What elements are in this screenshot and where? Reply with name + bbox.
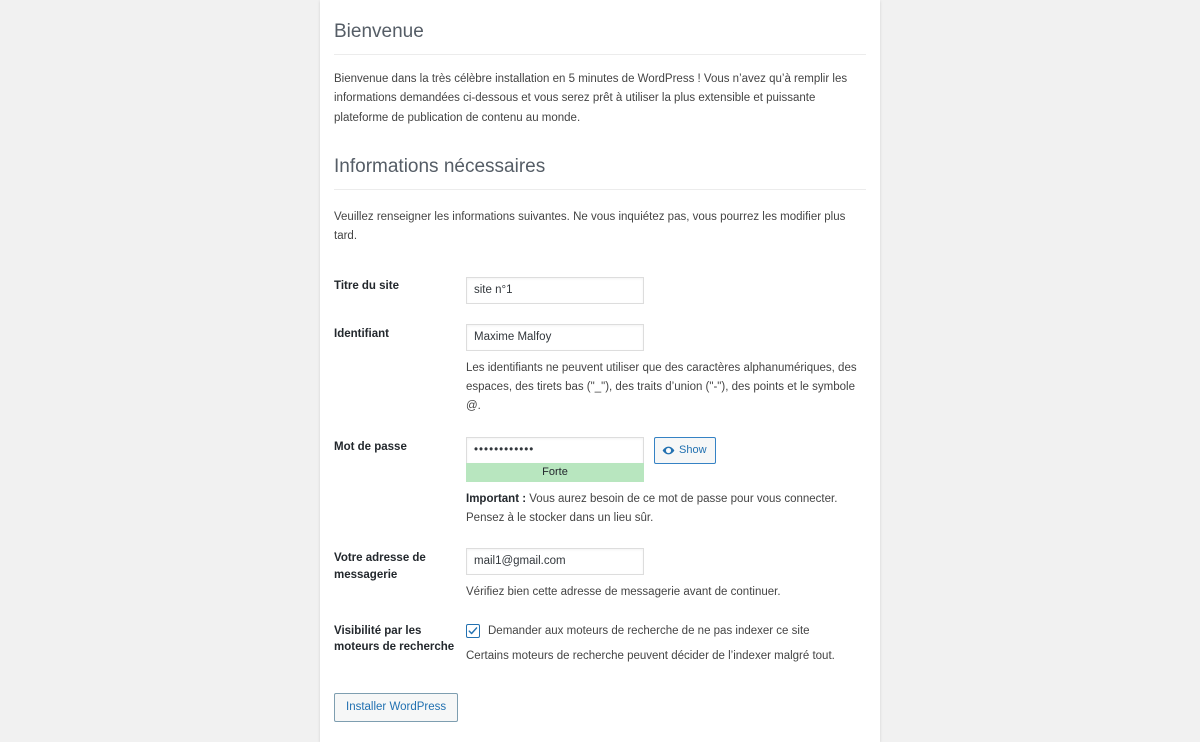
privacy-checkbox-line xyxy=(466,623,866,640)
form-row-site-title xyxy=(334,267,866,314)
password-cell xyxy=(466,427,866,539)
site-title-input[interactable] xyxy=(466,277,644,304)
form-row-password xyxy=(334,427,866,539)
password-input-group xyxy=(466,437,866,482)
email-cell xyxy=(466,538,866,612)
required-info-lead-text: Veuillez renseigner les informations suivantes. Ne vous inquiétez pas, vous pourrez les modifier plus tard. xyxy=(334,210,846,243)
form-row-email xyxy=(334,538,866,612)
password-column xyxy=(466,437,644,482)
eye-icon xyxy=(662,444,675,457)
username-description: Les identifiants ne peuvent utiliser que des caractères alphanumériques, des espaces, des tirets bas ("_"), des traits d’union ("-"), des points et le symbole @. xyxy=(466,361,857,413)
username-cell xyxy=(466,314,866,427)
site-title-cell xyxy=(466,267,866,314)
email-description: Vérifiez bien cette adresse de messagerie avant de continuer. xyxy=(466,586,781,599)
form-row-username xyxy=(334,314,866,427)
password-strength-indicator: Forte xyxy=(466,463,644,482)
show-password-label: Show xyxy=(679,444,707,457)
submit-row xyxy=(334,677,866,742)
privacy-cell xyxy=(466,613,866,677)
show-password-button[interactable] xyxy=(654,437,716,464)
email-input[interactable] xyxy=(466,548,644,575)
install-wordpress-button[interactable]: Installer WordPress xyxy=(334,693,458,722)
email-label: Votre adresse de messagerie xyxy=(334,552,426,581)
privacy-description: Certains moteurs de recherche peuvent décider de l’indexer malgré tout. xyxy=(466,650,835,663)
password-description xyxy=(466,490,858,529)
privacy-checkbox-label[interactable]: Demander aux moteurs de recherche de ne pas indexer ce site xyxy=(488,624,810,637)
username-label: Identifiant xyxy=(334,327,389,340)
privacy-checkbox[interactable] xyxy=(466,624,480,638)
installation-form xyxy=(334,267,866,677)
setup-card xyxy=(320,0,880,742)
password-description-strong: Important : xyxy=(466,492,527,505)
privacy-label: Visibilité par les moteurs de recherche xyxy=(334,624,455,654)
check-icon xyxy=(468,626,478,636)
welcome-heading: Bienvenue xyxy=(334,0,866,55)
password-description-text: Vous aurez besoin de ce mot de passe pour vous connecter. Pensez à le stocker dans un lieu sûr. xyxy=(466,492,838,525)
welcome-intro-text: Bienvenue dans la très célèbre installation en 5 minutes de WordPress ! Vous n’avez qu’à remplir les informations demandées ci-dessous et vous serez prêt à utiliser la plus extensible et puissante plateforme de publication de contenu au monde. xyxy=(334,72,848,125)
password-input[interactable] xyxy=(466,437,644,463)
password-label: Mot de passe xyxy=(334,440,407,453)
form-row-privacy xyxy=(334,613,866,677)
username-input[interactable] xyxy=(466,324,644,351)
site-title-label: Titre du site xyxy=(334,279,399,292)
required-info-heading: Informations nécessaires xyxy=(334,129,866,190)
